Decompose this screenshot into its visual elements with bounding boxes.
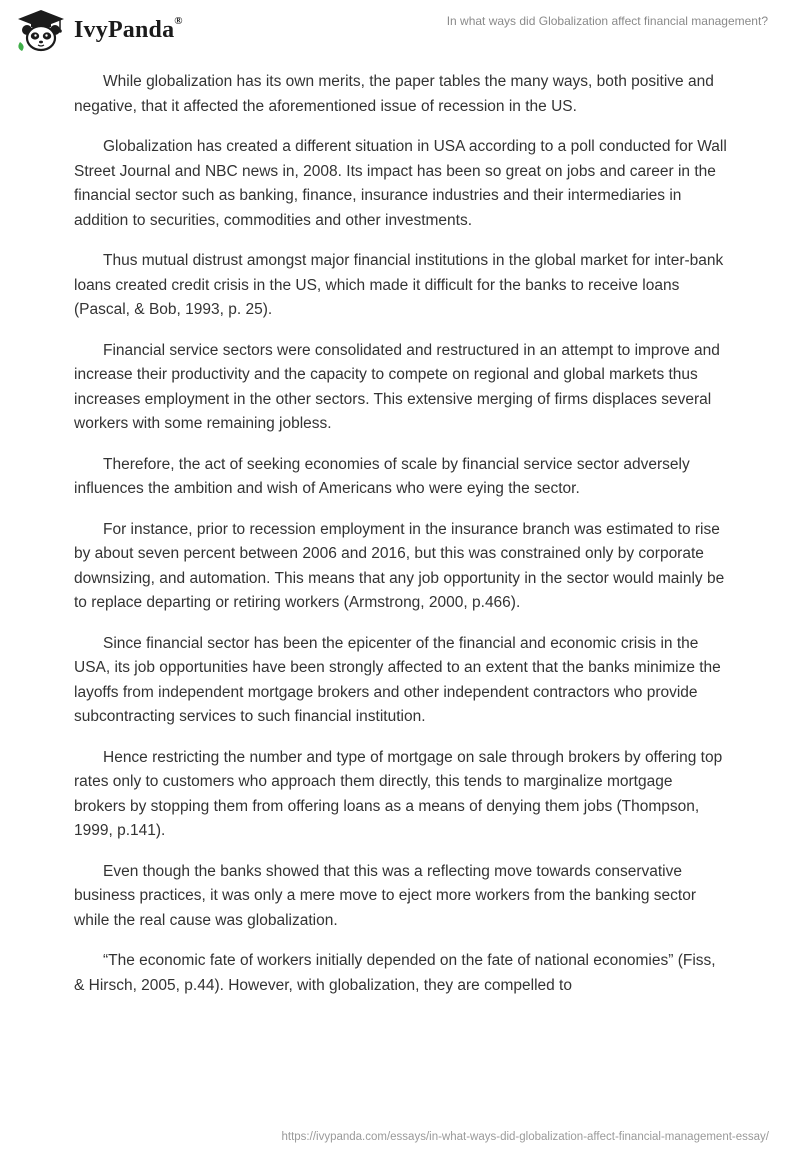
paragraph: Therefore, the act of seeking economies of scale by financial service sector adversely influences the ambition and wish of Americans who were eying the sector. bbox=[74, 455, 690, 497]
paragraph: Thus mutual distrust amongst major financial institutions in the global market for inter-bank loans created credit crisis in the US, which made it difficult for the banks to receive loans (Pascal, & Bob, 1993, p. 25). bbox=[74, 252, 724, 318]
ivypanda-logo[interactable] bbox=[14, 8, 183, 52]
paragraph: Hence restricting the number and type of mortgage on sale through brokers by offering top rates only to customers who approach them directly, this tends to marginalize mortgage brokers by stopping them from offering loans as a means of denying them jobs (Thompson, 1999, p.141). bbox=[74, 748, 723, 839]
paragraph: For instance, prior to recession employment in the insurance branch was estimated to rise by about seven percent between 2006 and 2016, but this was constrained only by corporate downsizing, and automation. This means that any job opportunity in the sector would mainly be to replace departing or retiring workers (Armstrong, 2000, p.466). bbox=[74, 520, 725, 611]
paragraph: Even though the banks showed that this was a reflecting move towards conservative business practices, it was only a mere move to eject more workers from the banking sector while the real cause was globalization. bbox=[74, 862, 696, 929]
paragraph: “The economic fate of workers initially depended on the fate of national economies” (Fiss, & Hirsch, 2005, p.44). However, with globalization, they are compelled to bbox=[74, 952, 716, 994]
source-url[interactable]: https://ivypanda.com/essays/in-what-ways-did-globalization-affect-financial-management-essay/ bbox=[281, 1131, 769, 1143]
paragraph: Since financial sector has been the epicenter of the financial and economic crisis in the USA, its job opportunities have been strongly affected to an extent that the banks minimize the layoffs from independent mortgage brokers and other independent contractors who provide subcontracting services to such financial institution. bbox=[74, 634, 721, 725]
document-title: In what ways did Globalization affect financial management? bbox=[446, 14, 768, 28]
essay-body bbox=[74, 70, 728, 1014]
paragraph: While globalization has its own merits, the paper tables the many ways, both positive and negative, that it affected the aforementioned issue of recession in the US. bbox=[74, 73, 714, 115]
panda-graduate-icon bbox=[14, 8, 68, 52]
logo-text: IvyPanda® bbox=[74, 14, 183, 43]
page-header bbox=[0, 0, 800, 64]
paragraph: Globalization has created a different situation in USA according to a poll conducted for Wall Street Journal and NBC news in, 2008. Its impact has been so great on jobs and career in the financial sector such as banking, finance, insurance industries and their intermediaries in addition to securities, commodities and other investments. bbox=[74, 138, 727, 229]
paragraph: Financial service sectors were consolidated and restructured in an attempt to improve and increase their productivity and the capacity to compete on regional and global markets thus increases employment in the other sectors. This extensive merging of firms displaces several workers with some remaining jobless. bbox=[74, 341, 720, 432]
